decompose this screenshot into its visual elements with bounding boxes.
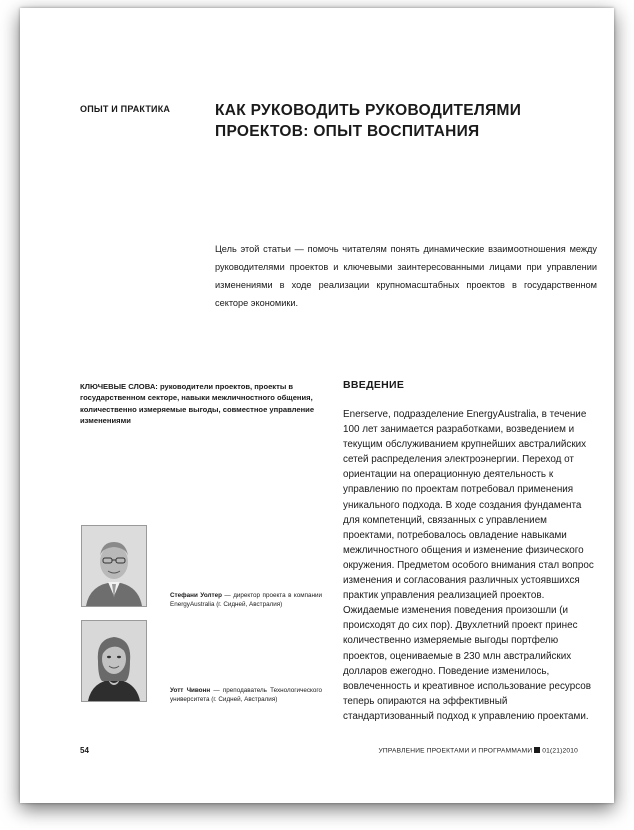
keywords: КЛЮЧЕВЫЕ СЛОВА: руководители проектов, проекты в государственном секторе, навыки межличностного общения, количественно измеряемые выгоды, совместное управление изменениями xyxy=(80,382,315,425)
author-photo-2 xyxy=(81,620,147,702)
journal-name: УПРАВЛЕНИЕ ПРОЕКТАМИ И ПРОГРАММАМИ xyxy=(378,747,533,755)
title-line-1: КАК РУКОВОДИТЬ РУКОВОДИТЕЛЯМИ xyxy=(215,102,522,119)
section-label: ОПЫТ И ПРАКТИКА xyxy=(80,104,171,114)
article-title xyxy=(215,100,595,142)
author-name-1: Стефани Уолтер xyxy=(170,592,222,599)
author-caption-2 xyxy=(170,687,322,705)
journal-issue: 01(21)2010 xyxy=(542,747,578,755)
magazine-page xyxy=(20,8,614,803)
author-photo-1 xyxy=(81,525,147,607)
man-portrait-image xyxy=(82,526,146,606)
page-number: 54 xyxy=(80,746,89,755)
journal-footer xyxy=(379,747,578,755)
intro-heading: ВВЕДЕНИЕ xyxy=(343,379,405,391)
square-bullet-icon xyxy=(534,747,540,753)
woman-portrait-image xyxy=(82,621,146,701)
intro-body: Enerserve, подразделение EnergyAustralia, в течение 100 лет занимается разработками, возведением и текущим обслуживанием крупнейших австралийских сетей распределения электроэнергии. Переход от ориентации на операционную деятельность к управлению по проектам потребовал применения уникального подхода. В ходе создания фундамента для компетенций, связанных с управлением проектами, потребовалось овладение навыками межличностного общения и изменение физического окружения. Предметом особого внимания стал вопрос изменения и согласования различных устоявшихся практик управления реализацией проектов. Ожидаемые изменения поведения произошли (и происходят до сих пор). Двухлетний проект принес количественно измеряемые выгоды портфелю проектов, оцениваемые в 230 млн австралийских долларов ежегодно. Поведение изменилось, вовлеченность и креативное использование ресурсов теперь опираются на эффективный стандартизованный подход к управлению проектами. xyxy=(343,409,594,722)
article-abstract: Цель этой статьи — помочь читателям понять динамические взаимоотношения между руководителями проектов и ключевыми заинтересованными лицами при управлении изменениями в ходе реализации крупномасштабных проектов в государственном секторе экономики. xyxy=(215,244,597,308)
author-desc-1: — директор проекта в компании EnergyAustralia (г. Сидней, Австралия) xyxy=(170,592,322,608)
author-desc-2: — преподаватель Технологического университета (г. Сидней, Австралия) xyxy=(170,687,322,703)
title-line-2: ПРОЕКТОВ: ОПЫТ ВОСПИТАНИЯ xyxy=(215,123,480,140)
author-caption-1 xyxy=(170,592,322,610)
author-name-2: Уотт Чивонн xyxy=(170,687,211,694)
